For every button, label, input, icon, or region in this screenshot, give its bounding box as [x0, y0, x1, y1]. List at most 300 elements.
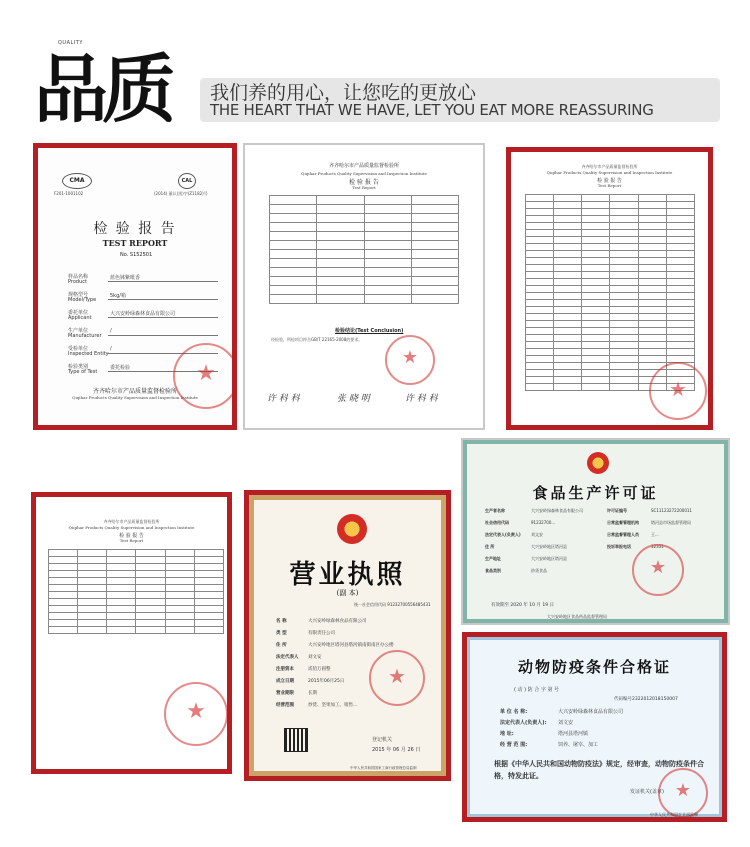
table-cell: [526, 230, 554, 237]
issue-date: 2015 年 06 月 26 日: [372, 747, 421, 753]
table-cell: [165, 613, 194, 620]
test-items-table: [48, 549, 224, 634]
table-cell: [554, 258, 582, 265]
table-cell: [638, 286, 666, 293]
table-cell: [554, 216, 582, 223]
table-cell: [554, 342, 582, 349]
table-row: [526, 286, 695, 293]
table-cell: [411, 196, 458, 205]
title-char-2: 质: [102, 47, 170, 133]
table-cell: [107, 550, 136, 557]
table-row: [526, 300, 695, 307]
table-cell: [582, 300, 610, 307]
credit-code: 统一社会信用代码 91232700556485431: [354, 602, 431, 607]
table-row: [526, 265, 695, 272]
table-cell: [411, 295, 458, 304]
table-cell: [317, 241, 364, 250]
table-cell: [317, 250, 364, 259]
table-cell: [554, 202, 582, 209]
table-cell: [638, 279, 666, 286]
table-row: [49, 571, 224, 578]
table-cell: [411, 232, 458, 241]
institute-name-en: Qiqihar Products Quality Supervision and Inspection Institute: [301, 171, 427, 176]
table-cell: [194, 606, 223, 613]
table-cell: [666, 244, 694, 251]
table-cell: [107, 578, 136, 585]
table-cell: [49, 599, 78, 606]
table-cell: [364, 214, 411, 223]
table-cell: [194, 627, 223, 634]
field-label: 样品名称: [68, 274, 89, 280]
institute-name-cn: 齐齐哈尔市产品质量监督检验所: [328, 163, 399, 169]
license-subtitle: (副 本): [336, 589, 359, 597]
table-cell: [107, 557, 136, 564]
official-seal: ★: [649, 362, 707, 420]
license-field-label: 法定代表人: [276, 655, 299, 660]
table-cell: [165, 620, 194, 627]
test-report-items[interactable]: [506, 147, 713, 430]
table-cell: [136, 606, 165, 613]
table-row: [49, 613, 224, 620]
table-cell: [49, 557, 78, 564]
field-label-en: Applicant: [68, 315, 92, 321]
table-cell: [666, 251, 694, 258]
table-cell: [317, 259, 364, 268]
table-cell: [526, 202, 554, 209]
license-field-label: 经 营 范 围:: [500, 742, 528, 748]
table-cell: [107, 592, 136, 599]
field-label: 受检单位: [68, 346, 89, 352]
table-cell: [411, 277, 458, 286]
header-tiny-text: QUALITY: [58, 40, 83, 46]
table-cell: [554, 209, 582, 216]
table-cell: [364, 232, 411, 241]
table-cell: [165, 585, 194, 592]
field-label: 规格型号: [68, 292, 89, 298]
table-cell: [270, 268, 317, 277]
table-row: [526, 216, 695, 223]
table-cell: [666, 195, 694, 202]
field-value: /: [110, 346, 112, 352]
table-row: [526, 272, 695, 279]
food-production-license[interactable]: [461, 438, 730, 625]
table-cell: [610, 216, 638, 223]
table-row: [270, 223, 459, 232]
table-cell: [78, 606, 107, 613]
table-row: [526, 251, 695, 258]
table-cell: [270, 214, 317, 223]
table-cell: [666, 342, 694, 349]
license-field-label: 法定代表人(负责人):: [500, 720, 547, 726]
field-value: /: [110, 328, 112, 334]
license-field-label: 生产者名称: [485, 508, 505, 513]
table-cell: [194, 585, 223, 592]
cma-code: F201-1001102: [54, 191, 84, 196]
table-cell: [582, 195, 610, 202]
table-cell: [317, 196, 364, 205]
table-row: [49, 592, 224, 599]
table-cell: [411, 286, 458, 295]
cal-logo: CAL: [178, 173, 196, 189]
table-cell: [526, 209, 554, 216]
table-cell: [666, 265, 694, 272]
table-cell: [582, 342, 610, 349]
table-cell: [554, 195, 582, 202]
license-title: 动物防疫条件合格证: [517, 658, 671, 676]
table-cell: [526, 377, 554, 384]
table-row: [270, 232, 459, 241]
license-title: 营业执照: [289, 560, 406, 590]
table-cell: [638, 195, 666, 202]
table-cell: [107, 627, 136, 634]
license-field-label: 日常监督管理人员: [607, 532, 639, 537]
table-cell: [317, 277, 364, 286]
table-cell: [49, 627, 78, 634]
license-field-value: 炒货、坚果加工、销售...: [308, 703, 358, 708]
field-label: 委托单位: [68, 310, 89, 316]
table-cell: [136, 613, 165, 620]
table-cell: [526, 342, 554, 349]
table-cell: [107, 613, 136, 620]
table-row: [270, 277, 459, 286]
table-cell: [582, 335, 610, 342]
table-cell: [411, 250, 458, 259]
issuer: 发证机关(盖章): [630, 789, 664, 795]
license-field-label: 名 称: [276, 619, 287, 624]
table-cell: [638, 251, 666, 258]
license-field-label: 营业期限: [276, 691, 294, 696]
table-cell: [610, 244, 638, 251]
table-cell: [136, 550, 165, 557]
table-cell: [526, 272, 554, 279]
field-label-en: Manufacturer: [68, 333, 102, 339]
table-cell: [317, 295, 364, 304]
table-cell: [610, 342, 638, 349]
table-cell: [165, 627, 194, 634]
table-cell: [582, 384, 610, 391]
table-cell: [49, 585, 78, 592]
table-cell: [638, 314, 666, 321]
table-cell: [270, 196, 317, 205]
table-cell: [554, 223, 582, 230]
table-cell: [582, 349, 610, 356]
table-row: [49, 585, 224, 592]
table-cell: [554, 363, 582, 370]
official-seal: ★: [164, 682, 228, 746]
table-cell: [610, 384, 638, 391]
table-cell: [364, 250, 411, 259]
table-cell: [638, 230, 666, 237]
table-cell: [136, 578, 165, 585]
table-cell: [582, 237, 610, 244]
table-cell: [49, 592, 78, 599]
test-report-items-2[interactable]: [31, 492, 232, 774]
slogan-chinese: 我们养的用心，让您吃的更放心: [210, 82, 477, 104]
license-field-label: 住 所: [485, 544, 495, 549]
table-cell: [136, 599, 165, 606]
license-field-label: 法定代表人(负责人): [485, 532, 521, 537]
official-seal: ★: [658, 768, 708, 818]
field-underline: [108, 335, 218, 336]
table-row: [49, 620, 224, 627]
institute-name-en: Qiqihar Products Quality Supervision and Inspection Institute: [546, 170, 673, 175]
table-cell: [270, 232, 317, 241]
qr-code: [284, 728, 308, 752]
table-cell: [49, 550, 78, 557]
report-title-cn: 检 验 报 告: [119, 533, 144, 539]
table-row: [526, 356, 695, 363]
license-field-label: 成立日期: [276, 679, 294, 684]
table-cell: [554, 377, 582, 384]
table-cell: [317, 232, 364, 241]
table-cell: [526, 237, 554, 244]
field-underline: [108, 281, 218, 282]
table-cell: [666, 237, 694, 244]
table-cell: [78, 613, 107, 620]
table-row: [49, 550, 224, 557]
signature-2: 张 晓 明: [337, 394, 370, 404]
table-row: [270, 214, 459, 223]
table-cell: [610, 202, 638, 209]
table-cell: [582, 216, 610, 223]
table-cell: [638, 258, 666, 265]
test-report-cover[interactable]: [33, 143, 237, 430]
license-body-text: 根据《中华人民共和国动物防疫法》规定，经审查，动物防疫条件合格，特发此证。: [494, 760, 704, 780]
table-cell: [582, 370, 610, 377]
license-field-label: 住 所: [276, 643, 287, 648]
table-row: [526, 321, 695, 328]
table-cell: [666, 349, 694, 356]
table-cell: [78, 620, 107, 627]
table-row: [49, 564, 224, 571]
license-field-value: 王...: [651, 532, 659, 537]
table-cell: [270, 241, 317, 250]
official-seal: ★: [385, 335, 435, 385]
table-cell: [582, 314, 610, 321]
license-field-value: 91232700...: [531, 520, 556, 525]
table-row: [49, 599, 224, 606]
table-cell: [526, 279, 554, 286]
table-cell: [526, 216, 554, 223]
report-title-cn: 检 验 报 告: [597, 178, 622, 184]
table-cell: [582, 307, 610, 314]
table-row: [526, 244, 695, 251]
report-title-en: Test Report: [119, 538, 144, 543]
table-cell: [638, 342, 666, 349]
table-cell: [194, 599, 223, 606]
license-field-value: 有限责任公司: [308, 631, 335, 636]
license-field-value: 大兴安岭绿森林食品有限公司: [558, 709, 624, 715]
institute-name-cn: 齐齐哈尔市产品质量监督检验所: [581, 164, 638, 169]
table-cell: [526, 286, 554, 293]
table-cell: [666, 293, 694, 300]
table-cell: [411, 205, 458, 214]
table-cell: [638, 307, 666, 314]
table-cell: [638, 244, 666, 251]
table-cell: [165, 592, 194, 599]
table-cell: [582, 265, 610, 272]
table-cell: [194, 578, 223, 585]
table-cell: [194, 592, 223, 599]
table-cell: [49, 620, 78, 627]
table-cell: [364, 286, 411, 295]
license-field-label: 经营范围: [276, 703, 294, 708]
table-cell: [194, 550, 223, 557]
report-title-cn: 检 验 报 告: [349, 179, 379, 186]
table-cell: [411, 214, 458, 223]
table-cell: [554, 370, 582, 377]
table-cell: [526, 195, 554, 202]
table-cell: [364, 196, 411, 205]
table-cell: [638, 321, 666, 328]
table-row: [526, 279, 695, 286]
table-row: [526, 258, 695, 265]
table-cell: [136, 564, 165, 571]
table-cell: [610, 258, 638, 265]
table-cell: [78, 564, 107, 571]
table-cell: [317, 286, 364, 295]
report-title-en: Test Report: [352, 185, 376, 190]
table-cell: [526, 223, 554, 230]
cma-logo: CMA: [62, 173, 92, 189]
table-cell: [554, 314, 582, 321]
table-cell: [554, 300, 582, 307]
table-cell: [610, 335, 638, 342]
table-cell: [638, 202, 666, 209]
table-cell: [554, 279, 582, 286]
table-cell: [317, 214, 364, 223]
table-cell: [666, 223, 694, 230]
institute-name-en: Qiqihar Products Quality Supervision and Inspection Institute: [68, 525, 195, 530]
field-label-en: Type of Test: [68, 369, 98, 375]
table-cell: [638, 237, 666, 244]
license-field-label: 许可证编号: [607, 508, 627, 513]
official-seal: ★: [369, 650, 425, 706]
table-cell: [270, 277, 317, 286]
table-cell: [582, 251, 610, 258]
table-cell: [270, 205, 317, 214]
table-cell: [411, 223, 458, 232]
table-cell: [638, 293, 666, 300]
table-cell: [136, 620, 165, 627]
table-row: [526, 349, 695, 356]
table-cell: [610, 272, 638, 279]
table-cell: [610, 195, 638, 202]
table-cell: [638, 335, 666, 342]
table-cell: [136, 627, 165, 634]
license-field-value: 大兴安岭地区塔河县: [531, 556, 567, 561]
table-cell: [582, 286, 610, 293]
table-cell: [136, 592, 165, 599]
table-cell: [638, 265, 666, 272]
table-cell: [526, 335, 554, 342]
table-row: [526, 237, 695, 244]
table-cell: [78, 578, 107, 585]
table-row: [270, 250, 459, 259]
table-cell: [582, 223, 610, 230]
table-cell: [554, 321, 582, 328]
table-cell: [638, 223, 666, 230]
table-row: [270, 241, 459, 250]
table-cell: [582, 272, 610, 279]
slogan-english: THE HEART THAT WE HAVE, LET YOU EAT MORE REASSURING: [210, 101, 654, 119]
license-field-label: 注册资本: [276, 667, 294, 672]
license-field-label: 单 位 名 称:: [500, 709, 528, 715]
table-row: [270, 295, 459, 304]
table-cell: [136, 585, 165, 592]
table-cell: [582, 293, 610, 300]
table-cell: [666, 272, 694, 279]
table-cell: [411, 268, 458, 277]
table-cell: [554, 272, 582, 279]
business-license[interactable]: [244, 490, 451, 781]
official-seal: ★: [632, 544, 684, 596]
license-title: 食品生产许可证: [532, 484, 659, 502]
license-field-label: 生产地址: [485, 556, 501, 561]
table-cell: [582, 363, 610, 370]
table-cell: [526, 251, 554, 258]
table-cell: [364, 205, 411, 214]
table-cell: [610, 237, 638, 244]
table-cell: [666, 202, 694, 209]
table-cell: [638, 356, 666, 363]
table-cell: [78, 585, 107, 592]
table-row: [526, 230, 695, 237]
license-field-label: 类 型: [276, 631, 287, 636]
table-cell: [165, 606, 194, 613]
table-cell: [270, 295, 317, 304]
table-row: [270, 205, 459, 214]
table-cell: [666, 307, 694, 314]
report-title-en: TEST REPORT: [102, 238, 168, 248]
table-row: [270, 286, 459, 295]
table-cell: [638, 349, 666, 356]
table-cell: [610, 286, 638, 293]
table-row: [270, 259, 459, 268]
license-field-label: 社会信用代码: [485, 520, 509, 525]
table-cell: [411, 259, 458, 268]
table-cell: [49, 571, 78, 578]
table-cell: [554, 230, 582, 237]
table-row: [526, 342, 695, 349]
table-cell: [165, 599, 194, 606]
test-report-conclusion[interactable]: [243, 143, 485, 430]
table-cell: [666, 314, 694, 321]
table-cell: [526, 265, 554, 272]
table-cell: [78, 627, 107, 634]
table-cell: [317, 205, 364, 214]
table-cell: [411, 241, 458, 250]
table-cell: [610, 300, 638, 307]
table-cell: [194, 557, 223, 564]
license-field-value: 大兴安岭地区塔河县: [531, 544, 567, 549]
table-cell: [610, 223, 638, 230]
table-cell: [582, 321, 610, 328]
table-cell: [136, 557, 165, 564]
table-cell: [526, 363, 554, 370]
signature-1: 许 科 科: [267, 394, 300, 404]
table-cell: [165, 578, 194, 585]
table-cell: [638, 209, 666, 216]
table-cell: [554, 244, 582, 251]
table-cell: [610, 209, 638, 216]
table-cell: [666, 286, 694, 293]
table-cell: [78, 592, 107, 599]
animal-epidemic-license[interactable]: [462, 632, 727, 822]
field-label: 检验类别: [68, 364, 89, 370]
field-label-en: Inspected Entity: [68, 351, 109, 357]
table-cell: [554, 356, 582, 363]
